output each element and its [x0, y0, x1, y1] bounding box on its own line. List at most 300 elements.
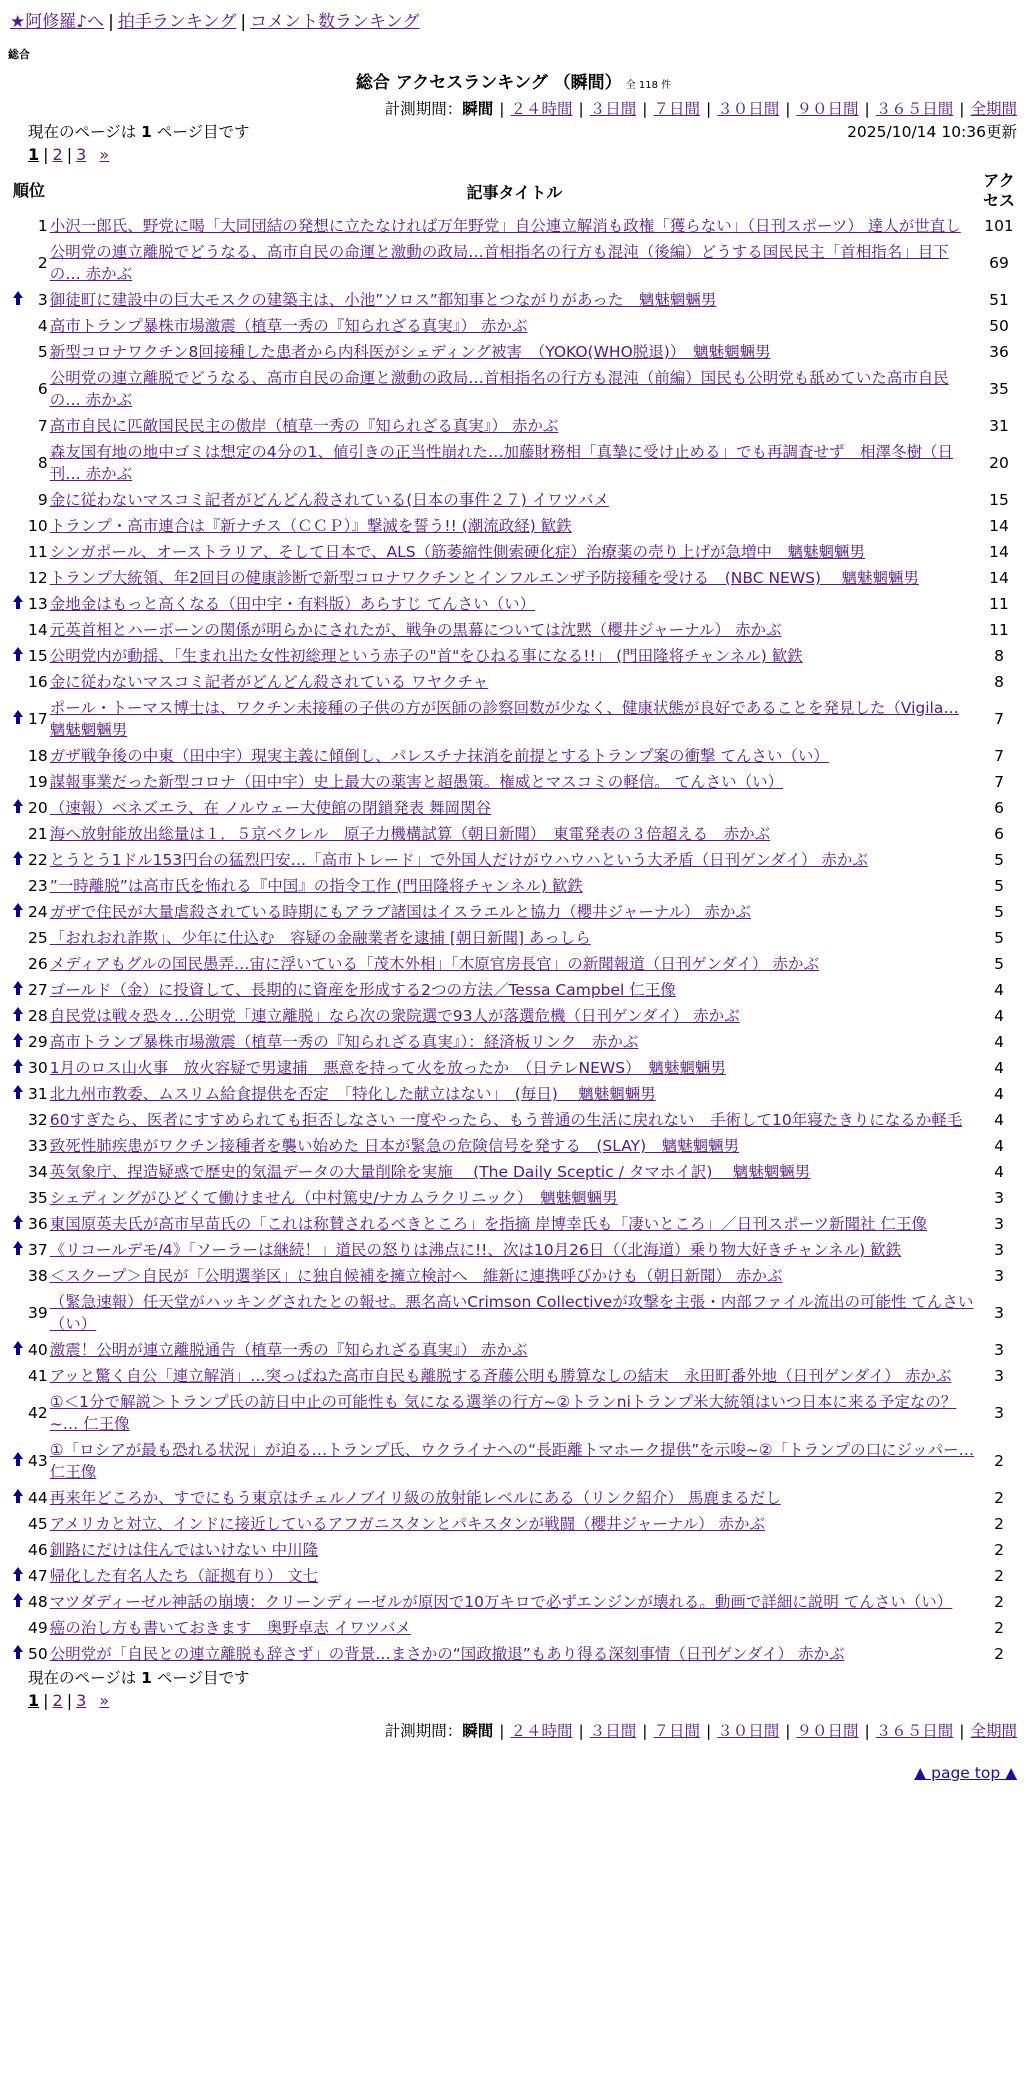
table-row	[8, 669, 1019, 695]
title-cell	[50, 643, 979, 669]
rank-change-cell	[8, 1537, 28, 1563]
rank-number: 14	[28, 621, 48, 639]
arrow-up-icon	[13, 1215, 23, 1229]
article-link[interactable]: ガザで住民が大量虐殺されている時期にもアラブ諸国はイスラエルと協力（櫻井ジャーナル） 赤かぶ	[49, 903, 751, 921]
pager-next[interactable]: »	[99, 145, 110, 164]
rank-change-cell	[8, 1337, 28, 1363]
article-link[interactable]: 森友国有地の地中ゴミは想定の4分の1、値引きの正当性崩れた…加藤財務相「真摯に受け止める」でも再調査せず 相澤冬樹（日刊… 赤かぶ	[49, 443, 953, 483]
period-selector	[8, 97, 1017, 121]
title-cell	[50, 1237, 979, 1263]
access-count: 3	[994, 1189, 1004, 1207]
title-cell	[50, 1055, 979, 1081]
col-title-header: 記事タイトル	[466, 182, 563, 202]
article-link[interactable]: 高市トランプ暴株市場激震（植草一秀の『知られざる真実』）：経済板リンク 赤かぶ	[49, 1033, 639, 1051]
article-link[interactable]: 元英首相とハーボーンの関係が明らかにされたが、戦争の黒幕については沈黙（櫻井ジャーナル） 赤かぶ	[49, 621, 782, 639]
pager-bottom	[8, 1689, 1019, 1713]
title-cell	[50, 899, 979, 925]
rank-change-cell	[8, 339, 28, 365]
period-link[interactable]: 全期間	[970, 1722, 1017, 1740]
separator: |	[66, 145, 73, 164]
table-row	[8, 1055, 1019, 1081]
title-cell	[50, 769, 979, 795]
rank-number: 12	[28, 569, 48, 587]
access-count: 7	[994, 747, 1004, 765]
period-current: 瞬間	[462, 1722, 494, 1740]
access-count: 8	[994, 673, 1004, 691]
arrow-up-icon	[13, 595, 23, 609]
item-count: 全 118 件	[625, 80, 672, 91]
ranking-table	[8, 169, 1019, 1667]
access-count: 2	[994, 1541, 1004, 1559]
current-page-text: 現在のページは 1 ページ目です	[28, 123, 250, 141]
updated-timestamp: 2025/10/14 10:36更新	[847, 123, 1017, 141]
rank-change-cell	[8, 513, 28, 539]
page-title	[8, 72, 1019, 97]
access-count: 5	[994, 877, 1004, 895]
article-link[interactable]: 金地金はもっと高くなる（田中宇・有料版）あらすじ てんさい（い）	[49, 595, 536, 613]
title-cell	[50, 591, 979, 617]
access-count: 50	[989, 317, 1009, 335]
table-row	[8, 1511, 1019, 1537]
article-link[interactable]: シンガポール、オーストラリア、そして日本で、ALS（筋萎縮性側索硬化症）治療薬の売り上げが急増中 魑魅魍魎男	[49, 543, 866, 561]
access-count: 14	[989, 569, 1009, 587]
rank-change-cell	[8, 873, 28, 899]
separator	[90, 145, 95, 164]
rank-number: 30	[28, 1059, 48, 1077]
title-cell	[50, 1081, 979, 1107]
title-cell	[50, 1389, 979, 1437]
table-row	[8, 487, 1019, 513]
rank-number: 39	[28, 1304, 48, 1322]
title-cell	[50, 339, 979, 365]
access-count: 4	[994, 1137, 1004, 1155]
title-cell	[50, 669, 979, 695]
article-link[interactable]: 小沢一郎氏、野党に喝「大同団結の発想に立たなければ万年野党」自公連立解消も政権「獲らない」（日刊スポーツ） 達人が世直し	[49, 217, 961, 235]
period-link[interactable]: ３６５日間	[875, 1722, 954, 1740]
table-row	[8, 1537, 1019, 1563]
rank-number: 7	[37, 417, 48, 435]
separator: |	[959, 100, 965, 118]
rank-change-cell	[8, 1511, 28, 1537]
access-count: 14	[989, 517, 1009, 535]
pager-link-page[interactable]: 2	[52, 1691, 63, 1710]
rank-change-cell	[8, 1589, 28, 1615]
access-count: 15	[989, 491, 1009, 509]
rank-change-cell	[8, 1615, 28, 1641]
article-link[interactable]: 新型コロナワクチン8回接種した患者から内科医がシェディング被害 （YOKO(WHO脱退)） 魑魅魍魎男	[49, 343, 771, 361]
period-link[interactable]: ７日間	[653, 1722, 700, 1740]
rank-number: 13	[28, 595, 48, 613]
separator: |	[578, 1722, 584, 1740]
access-count: 3	[994, 1341, 1004, 1359]
period-link[interactable]: 全期間	[970, 100, 1017, 118]
title-cell	[50, 925, 979, 951]
access-count: 11	[989, 621, 1009, 639]
separator: |	[785, 1722, 791, 1740]
rank-change-cell	[8, 1211, 28, 1237]
title-cell	[50, 1185, 979, 1211]
article-link[interactable]: ポール・トーマス博士は、ワクチン未接種の子供の方が医師の診察回数が少なく、健康状態が良好であることを発見した（Vigila… 魑魅魍魎男	[49, 699, 959, 739]
table-row	[8, 313, 1019, 339]
arrow-up-icon	[13, 647, 23, 661]
rank-change-cell	[8, 213, 28, 239]
separator: |	[785, 100, 791, 118]
rank-change-cell	[8, 487, 28, 513]
rank-change-cell	[8, 1081, 28, 1107]
title-cell	[50, 951, 979, 977]
title-cell	[50, 439, 979, 487]
access-count: 14	[989, 543, 1009, 561]
title-cell	[50, 847, 979, 873]
period-current: 瞬間	[462, 100, 494, 118]
access-count: 2	[994, 1452, 1004, 1470]
table-row	[8, 365, 1019, 413]
title-cell	[50, 977, 979, 1003]
rank-number: 27	[28, 981, 48, 999]
page-title-text: 総合 アクセスランキング （瞬間）	[355, 73, 622, 93]
table-row	[8, 1389, 1019, 1437]
title-cell	[50, 1289, 979, 1337]
article-link[interactable]: 釧路にだけは住んではいけない 中川隆	[49, 1541, 319, 1559]
arrow-up-icon	[13, 710, 23, 724]
article-link[interactable]: 公明党内が動揺、「生まれ出た女性初総理という赤子の"首"をひねる事になる!!」 (門田隆将チャンネル) 歓鉄	[49, 647, 803, 665]
access-count: 7	[994, 773, 1004, 791]
rank-number: 29	[28, 1033, 48, 1051]
rank-number: 36	[28, 1215, 48, 1233]
article-link[interactable]: 公明党の連立離脱でどうなる、高市自民の命運と激動の政局…首相指名の行方も混沌（前編）国民も公明党も舐めていた高市自民の… 赤かぶ	[49, 369, 949, 409]
title-cell	[50, 1003, 979, 1029]
title-cell	[50, 1211, 979, 1237]
title-cell	[50, 1641, 979, 1667]
title-cell	[50, 1337, 979, 1363]
rank-change-cell	[8, 1263, 28, 1289]
col-rank-header: 順位	[12, 181, 45, 200]
table-row	[8, 743, 1019, 769]
table-row	[8, 1263, 1019, 1289]
title-cell	[50, 1363, 979, 1389]
rank-change-cell	[8, 1485, 28, 1511]
period-label: 計測期間：	[384, 1722, 463, 1740]
table-row	[8, 1363, 1019, 1389]
rank-number: 50	[28, 1645, 48, 1663]
rank-change-cell	[8, 1437, 28, 1485]
rank-change-cell	[8, 591, 28, 617]
access-count: 4	[994, 1111, 1004, 1129]
rank-number: 9	[37, 491, 48, 509]
separator: |	[642, 1722, 648, 1740]
arrow-up-icon	[13, 903, 23, 917]
rank-number: 21	[28, 825, 48, 843]
access-count: 4	[994, 1085, 1004, 1103]
access-count: 4	[994, 1059, 1004, 1077]
title-cell	[50, 1563, 979, 1589]
arrow-up-icon	[13, 1007, 23, 1021]
article-link[interactable]: 東国原英夫氏が高市早苗氏の「これは称賛されるべきところ」を指摘 岸博幸氏も「凄いところ」／日刊スポーツ新聞社 仁王像	[49, 1215, 927, 1233]
title-cell	[50, 1537, 979, 1563]
arrow-up-icon	[13, 1241, 23, 1255]
rank-number: 47	[28, 1567, 48, 1585]
article-link[interactable]: とうとう1ドル153円台の猛烈円安…「高市トレード」で外国人だけがウハウハという大矛盾（日刊ゲンダイ） 赤かぶ	[49, 851, 868, 869]
rank-number: 49	[28, 1619, 48, 1637]
article-link[interactable]: 海へ放射能放出総量は１．５京ベクレル 原子力機構試算（朝日新聞） 東電発表の３倍超える 赤かぶ	[49, 825, 771, 843]
rank-number: 37	[28, 1241, 48, 1259]
rank-number: 15	[28, 647, 48, 665]
rank-change-cell	[8, 925, 28, 951]
table-row	[8, 1337, 1019, 1363]
separator: |	[706, 1722, 712, 1740]
article-link[interactable]: 《リコールデモ/4》「ソーラーは継続！」道民の怒りは沸点に!!、次は10月26日（（北海道）乗り物大好きチャンネル) 歓鉄	[49, 1241, 902, 1259]
access-count: 6	[994, 799, 1004, 817]
article-link[interactable]: シェディングがひどくて働けません（中村篤史/ナカムラクリニック） 魑魅魍魎男	[49, 1189, 618, 1207]
article-link[interactable]: マツダディーゼル神話の崩壊：クリーンディーゼルが原因で10万キロで必ずエンジンが壊れる。動画で詳細に説明 てんさい（い）	[49, 1593, 953, 1611]
separator	[90, 1691, 95, 1710]
article-link[interactable]: 再来年どころか、すでにもう東京はチェルノブイリ級の放射能レベルにある（リンク紹介） 馬鹿まるだし	[49, 1489, 781, 1507]
title-cell	[50, 487, 979, 513]
table-row	[8, 1029, 1019, 1055]
rank-change-cell	[8, 617, 28, 643]
access-count: 11	[989, 595, 1009, 613]
access-count: 20	[989, 454, 1009, 472]
article-link[interactable]: 金に従わないマスコミ記者がどんどん殺されている ワヤクチャ	[49, 673, 489, 691]
rank-number: 45	[28, 1515, 48, 1533]
link-clap-ranking[interactable]: 拍手ランキング	[117, 12, 237, 32]
title-cell	[50, 821, 979, 847]
article-link[interactable]: 御徒町に建設中の巨大モスクの建築主は、小池”ソロス”都知事とつながりがあった 魑魅魍魎男	[49, 291, 717, 309]
arrow-up-icon	[13, 1085, 23, 1099]
rank-number: 48	[28, 1593, 48, 1611]
access-count: 2	[994, 1489, 1004, 1507]
access-count: 51	[989, 291, 1009, 309]
title-cell	[50, 795, 979, 821]
title-cell	[50, 1133, 979, 1159]
access-count: 3	[994, 1241, 1004, 1259]
article-link[interactable]: 致死性肺疾患がワクチン接種者を襲い始めた 日本が緊急の危険信号を発する (SLAY) 魑魅魍魎男	[49, 1137, 740, 1155]
separator: |	[43, 145, 49, 164]
article-link[interactable]: ①「ロシアが最も恐れる状況」が迫る…トランプ氏、ウクライナへの“長距離トマホーク提供”を示唆~②「トランプの口にジッパー… 仁王像	[49, 1441, 975, 1481]
rank-number: 2	[37, 254, 48, 272]
table-row	[8, 1003, 1019, 1029]
rank-number: 3	[37, 291, 48, 309]
rank-number: 17	[28, 710, 48, 728]
article-link[interactable]: 謀報事業だった新型コロナ（田中宇）史上最大の薬害と超愚策。権威とマスコミの軽信。 てんさい（い）	[49, 773, 784, 791]
title-cell	[50, 617, 979, 643]
rank-change-cell	[8, 1363, 28, 1389]
article-link[interactable]: 高市自民に匹敵国民民主の傲岸（植草一秀の『知られざる真実』） 赤かぶ	[49, 417, 559, 435]
rank-number: 28	[28, 1007, 48, 1025]
table-row	[8, 643, 1019, 669]
table-row	[8, 899, 1019, 925]
title-cell	[50, 1615, 979, 1641]
page-info-bottom	[8, 1667, 1019, 1689]
article-link[interactable]: 癌の治し方も書いておきます 奥野卓志 イワツバメ	[49, 1619, 411, 1637]
article-link[interactable]: 自民党は戦々恐々…公明党「連立離脱」なら次の衆院選で93人が落選危機（日刊ゲンダイ） 赤かぶ	[49, 1007, 740, 1025]
access-count: 4	[994, 1007, 1004, 1025]
period-link[interactable]: ７日間	[653, 100, 700, 118]
rank-change-cell	[8, 539, 28, 565]
period-link[interactable]: ９０日間	[796, 1722, 859, 1740]
access-count: 31	[989, 417, 1009, 435]
article-link[interactable]: 英気象庁、捏造疑惑で歴史的気温データの大量削除を実施 (The Daily Sceptic / タマホイ訳) 魑魅魍魎男	[49, 1163, 811, 1181]
table-row	[8, 1615, 1019, 1641]
current-page-text: 現在のページは 1 ページ目です	[28, 1669, 250, 1687]
article-link[interactable]: ゴールド（金）に投資して、長期的に資産を形成する2つの方法／Tessa Campbel 仁王像	[49, 981, 676, 999]
rank-number: 10	[28, 517, 48, 535]
title-cell	[50, 1511, 979, 1537]
access-count: 4	[994, 1163, 1004, 1181]
period-link[interactable]: ２４時間	[510, 100, 573, 118]
article-link[interactable]: （速報）ベネズエラ、在 ノルウェー大使館の閉鎖発表 舞岡関谷	[49, 799, 492, 817]
pager-link-page[interactable]: 2	[52, 145, 63, 164]
separator: |	[499, 100, 505, 118]
rank-change-cell	[8, 365, 28, 413]
table-row	[8, 239, 1019, 287]
rank-number: 34	[28, 1163, 48, 1181]
pager-current: 1	[28, 145, 40, 164]
period-link[interactable]: ３６５日間	[875, 100, 954, 118]
title-cell	[50, 365, 979, 413]
arrow-up-icon	[13, 981, 23, 995]
table-row	[8, 795, 1019, 821]
rank-change-cell	[8, 1055, 28, 1081]
rank-change-cell	[8, 743, 28, 769]
rank-change-cell	[8, 287, 28, 313]
access-count: 4	[994, 1033, 1004, 1051]
period-link[interactable]: ３日間	[589, 100, 637, 118]
article-link[interactable]: 北九州市教委、ムスリム給食提供を否定 「特化した献立はない」 (毎日) 魑魅魍魎男	[49, 1085, 656, 1103]
access-count: 3	[994, 1304, 1004, 1322]
access-count: 35	[989, 380, 1009, 398]
pager-next[interactable]: »	[99, 1691, 110, 1710]
rank-number: 19	[28, 773, 48, 791]
rank-number: 40	[28, 1341, 48, 1359]
rank-number: 43	[28, 1452, 48, 1470]
rank-change-cell	[8, 1185, 28, 1211]
table-row	[8, 591, 1019, 617]
article-link[interactable]: トランプ大統領、年2回目の健康診断で新型コロナワクチンとインフルエンザ予防接種を受ける (NBC NEWS) 魑魅魍魎男	[49, 569, 919, 587]
access-count: 5	[994, 955, 1004, 973]
rank-number: 26	[28, 955, 48, 973]
article-link[interactable]: 帰化した有名人たち（証拠有り） 文七	[49, 1567, 319, 1585]
pager-link-page[interactable]: 3	[76, 1691, 87, 1710]
article-link[interactable]: 激震！公明が連立離脱通告（植草一秀の『知られざる真実』） 赤かぶ	[49, 1341, 528, 1359]
rank-change-cell	[8, 413, 28, 439]
article-link[interactable]: アッと驚く自公「連立解消」…突っぱねた高市自民も離脱する斉藤公明も勝算なしの結末 永田町番外地（日刊ゲンダイ） 赤かぶ	[49, 1367, 952, 1385]
access-count: 7	[994, 710, 1004, 728]
article-link[interactable]: ①＜1分で解説＞トランプ氏の訪日中止の可能性も 気になる選挙の行方~②トランniトランプ米大統領はいつ日本に来る予定なの？~… 仁王像	[49, 1393, 957, 1433]
page-top-link[interactable]: ▲ page top ▲	[914, 1764, 1017, 1782]
article-link[interactable]: トランプ・高市連合は『新ナチス（ＣＣＰ）』撃滅を誓う!! (潮流政経) 歓鉄	[49, 517, 572, 535]
title-cell	[50, 1029, 979, 1055]
rank-change-cell	[8, 1641, 28, 1667]
arrow-up-icon	[13, 1059, 23, 1073]
rank-number: 6	[37, 380, 48, 398]
rank-number: 44	[28, 1489, 48, 1507]
arrow-up-icon	[13, 1593, 23, 1607]
arrow-up-icon	[13, 291, 23, 305]
article-link[interactable]: 60すぎたら、医者にすすめられても拒否しなさい 一度やったら、もう普通の生活に戻れない 手術して10年寝たきりになるか軽毛	[49, 1111, 963, 1129]
separator: |	[240, 12, 247, 32]
table-row	[8, 413, 1019, 439]
article-link[interactable]: 金に従わないマスコミ記者がどんどん殺されている(日本の事件２７) イワツバメ	[49, 491, 609, 509]
rank-number: 38	[28, 1267, 48, 1285]
title-cell	[50, 873, 979, 899]
article-link[interactable]: ガザ戦争後の中東（田中宇）現実主義に傾倒し、パレスチナ抹消を前提とするトランプ案の衝撃 てんさい（い）	[49, 747, 829, 765]
article-link[interactable]: 公明党が「自民との連立離脱も辞さず」の背景…まさかの“国政撤退”もあり得る深刻事情（日刊ゲンダイ） 赤かぶ	[49, 1645, 845, 1663]
rank-change-cell	[8, 313, 28, 339]
table-row	[8, 565, 1019, 591]
rank-change-cell	[8, 847, 28, 873]
rank-change-cell	[8, 821, 28, 847]
pager-current: 1	[28, 1691, 40, 1710]
article-link[interactable]: 1月のロス山火事 放火容疑で男逮捕 悪意を持って火を放ったか （日テレNEWS） 魑魅魍魎男	[49, 1059, 726, 1077]
access-count: 2	[994, 1645, 1004, 1663]
article-link[interactable]: ＜スクープ＞自民が「公明選挙区」に独自候補を擁立検討へ 維新に連携呼びかけも（朝日新聞） 赤かぶ	[49, 1267, 783, 1285]
title-cell	[50, 213, 979, 239]
period-link[interactable]: ３日間	[589, 1722, 637, 1740]
access-count: 2	[994, 1593, 1004, 1611]
table-row	[8, 1159, 1019, 1185]
table-row	[8, 287, 1019, 313]
access-count: 36	[989, 343, 1009, 361]
article-link[interactable]: 「おれおれ詐欺」、少年に仕込む 容疑の金融業者を逮捕 [朝日新聞] あっしら	[49, 929, 591, 947]
rank-number: 16	[28, 673, 48, 691]
rank-number: 25	[28, 929, 48, 947]
table-row	[8, 339, 1019, 365]
arrow-up-icon	[13, 1452, 23, 1466]
rank-number: 8	[37, 454, 48, 472]
link-ashura-home[interactable]: ★阿修羅♪へ	[10, 12, 105, 32]
period-link[interactable]: ３０日間	[717, 100, 780, 118]
article-link[interactable]: 公明党の連立離脱でどうなる、高市自民の命運と激動の政局…首相指名の行方も混沌（後編）どうする国民民主「首相指名」目下の… 赤かぶ	[49, 243, 949, 283]
access-count: 5	[994, 851, 1004, 869]
rank-number: 23	[28, 877, 48, 895]
period-link[interactable]: ２４時間	[510, 1722, 573, 1740]
article-link[interactable]: 高市トランプ暴株市場激震（植草一秀の『知られざる真実』） 赤かぶ	[49, 317, 528, 335]
article-link[interactable]: ”一時離脱”は高市氏を怖れる『中国』の指令工作 (門田隆将チャンネル) 歓鉄	[49, 877, 583, 895]
table-row	[8, 1563, 1019, 1589]
pager-link-page[interactable]: 3	[76, 145, 87, 164]
rank-change-cell	[8, 1289, 28, 1337]
article-link[interactable]: （緊急速報）任天堂がハッキングされたとの報せ。悪名高いCrimson Collectiveが攻撃を主張・内部ファイル流出の可能性 てんさい（い）	[49, 1293, 974, 1333]
arrow-up-icon	[13, 1033, 23, 1047]
rank-change-cell	[8, 1107, 28, 1133]
separator: |	[499, 1722, 505, 1740]
rank-number: 5	[37, 343, 48, 361]
separator: |	[959, 1722, 965, 1740]
title-cell	[50, 313, 979, 339]
arrow-up-icon	[13, 851, 23, 865]
article-link[interactable]: アメリカと対立、インドに接近しているアフガニスタンとパキスタンが戦闘（櫻井ジャーナル） 赤かぶ	[49, 1515, 766, 1533]
period-link[interactable]: ９０日間	[796, 100, 859, 118]
link-comment-ranking[interactable]: コメント数ランキング	[250, 12, 420, 32]
table-row	[8, 213, 1019, 239]
table-row	[8, 925, 1019, 951]
rank-change-cell	[8, 951, 28, 977]
rank-number: 18	[28, 747, 48, 765]
rank-change-cell	[8, 1159, 28, 1185]
title-cell	[50, 1107, 979, 1133]
arrow-up-icon	[13, 799, 23, 813]
access-count: 3	[994, 1404, 1004, 1422]
arrow-up-icon	[13, 1489, 23, 1503]
rank-number: 20	[28, 799, 48, 817]
title-cell	[50, 239, 979, 287]
period-link[interactable]: ３０日間	[717, 1722, 780, 1740]
article-link[interactable]: メディアもグルの国民愚弄…宙に浮いている「茂木外相」「木原官房長官」の新聞報道（日刊ゲンダイ） 赤かぶ	[49, 955, 819, 973]
breadcrumb: 総合	[8, 48, 30, 61]
separator: |	[578, 100, 584, 118]
rank-number: 42	[28, 1404, 48, 1422]
